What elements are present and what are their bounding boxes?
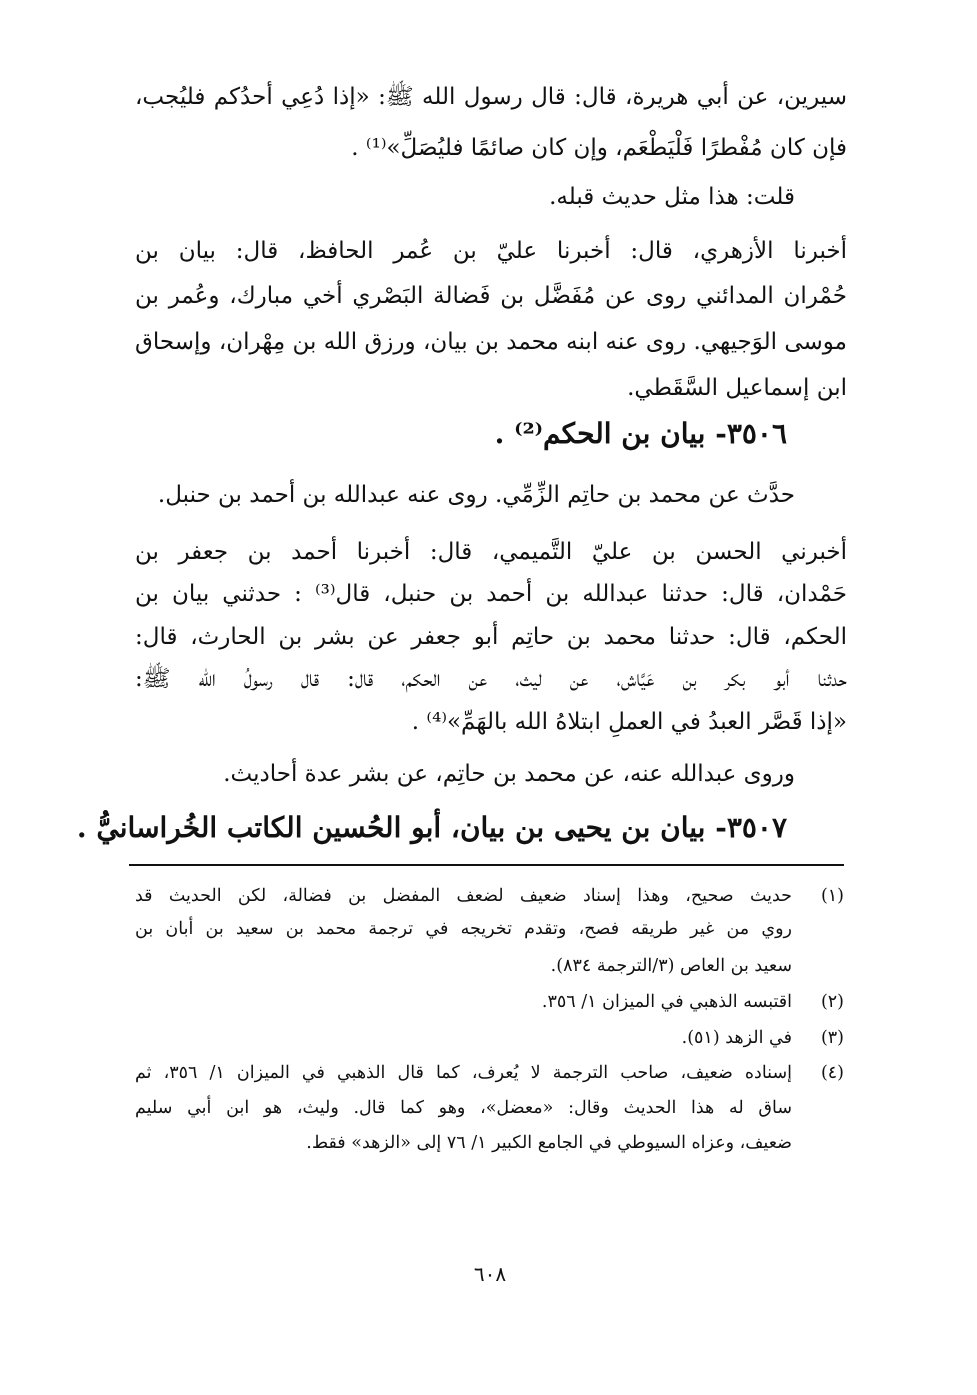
footnote-line: حديث صحيح، وهذا إسناد ضعيف لضعف المفضل بن فضالة، لكن الحديث قد: [135, 886, 792, 906]
footnote-line: في الزهد (٥١).: [681, 1028, 792, 1048]
body-line: ابن إسماعيل السَّقَطي.: [627, 375, 847, 401]
body-line: أخبرنا الأزهري، قال: أخبرنا عليّ بن عُمر الحافظ، قال: بيان بن: [135, 238, 847, 264]
footnote-number: (٣): [820, 1028, 844, 1048]
body-line: وروى عبدالله عنه، عن محمد بن حاتِم، عن بشر عدة أحاديث.: [223, 761, 795, 787]
body-line: حَمْدان، قال: حدثنا عبدالله بن أحمد بن حنبل، قال⁽³⁾ : حدثني بيان بن: [135, 581, 847, 607]
footnote-line: ضعيف، وعزاه السيوطي في الجامع الكبير ١/ ٧٦ إلى «الزهد» فقط.: [306, 1133, 792, 1153]
body-line: حُمْران المدائني روى عن مُفَضَّل بن فَضالة البَصْري أخي مبارك، وعُمر بن: [135, 283, 847, 309]
body-line: فإن كان مُفْطرًا فَلْيَطْعَم، وإن كان صائمًا فليُصَلِّ»⁽¹⁾ .: [351, 135, 847, 161]
body-line: أخبرني الحسن بن عليّ التَّميمي، قال: أخبرنا أحمد بن جعفر بن: [135, 539, 847, 565]
page-number: ٦٠٨: [473, 1262, 507, 1286]
entry-heading-3506: ٣٥٠٦- بيان بن الحكم⁽²⁾ .: [494, 417, 787, 450]
footnote-number: (١): [820, 886, 844, 906]
footnote-number: (٤): [820, 1063, 844, 1083]
body-line: سيرين، عن أبي هريرة، قال: قال رسول الله ﷺ: «إذا دُعِي أحدُكم فليُجب،: [135, 84, 847, 110]
body-line: حدثنا أبو بكر بن عَيَّاش، عن ليث، عن الحكم، قال: قال رسولُ الله ﷺ:: [135, 666, 847, 692]
footnote-line: روي من غير طريقه فصح، وتقدم تخريجه في ترجمة محمد بن سعيد بن أبان بن: [135, 919, 792, 939]
footnote-line: سعيد بن العاص (٣/الترجمة ٨٣٤).: [550, 956, 792, 976]
entry-heading-3507: ٣٥٠٧- بيان بن يحيى بن بيان، أبو الحُسين الكاتب الخُراسانيُّ .: [76, 811, 787, 844]
footnote-separator: [129, 864, 844, 866]
footnote-line: ساق له هذا الحديث وقال: «معضل»، وهو كما قال. وليث، هو ابن أبي سليم: [135, 1098, 792, 1118]
body-line: موسى الوَجيهي. روى عنه ابنه محمد بن بيان، ورزق الله بن مِهْران، وإسحاق: [135, 329, 847, 355]
footnote-line: إسناده ضعيف، صاحب الترجمة لا يُعرف، كما قال الذهبي في الميزان ١/ ٣٥٦، ثم: [135, 1063, 792, 1083]
body-line: الحكم، قال: حدثنا محمد بن حاتِم أبو جعفر عن بشر بن الحارث، قال:: [135, 624, 847, 650]
body-line: «إذا قَصَّر العبدُ في العملِ ابتلاهُ الله بالهَمِّ»⁽⁴⁾ .: [411, 709, 847, 735]
footnote-number: (٢): [820, 992, 844, 1012]
footnote-line: اقتبسه الذهبي في الميزان ١/ ٣٥٦.: [541, 992, 792, 1012]
body-line: قلت: هذا مثل حديث قبله.: [549, 184, 795, 210]
body-line: حدَّث عن محمد بن حاتِم الزِّمِّي. روى عنه عبدالله بن أحمد بن حنبل.: [157, 482, 795, 508]
